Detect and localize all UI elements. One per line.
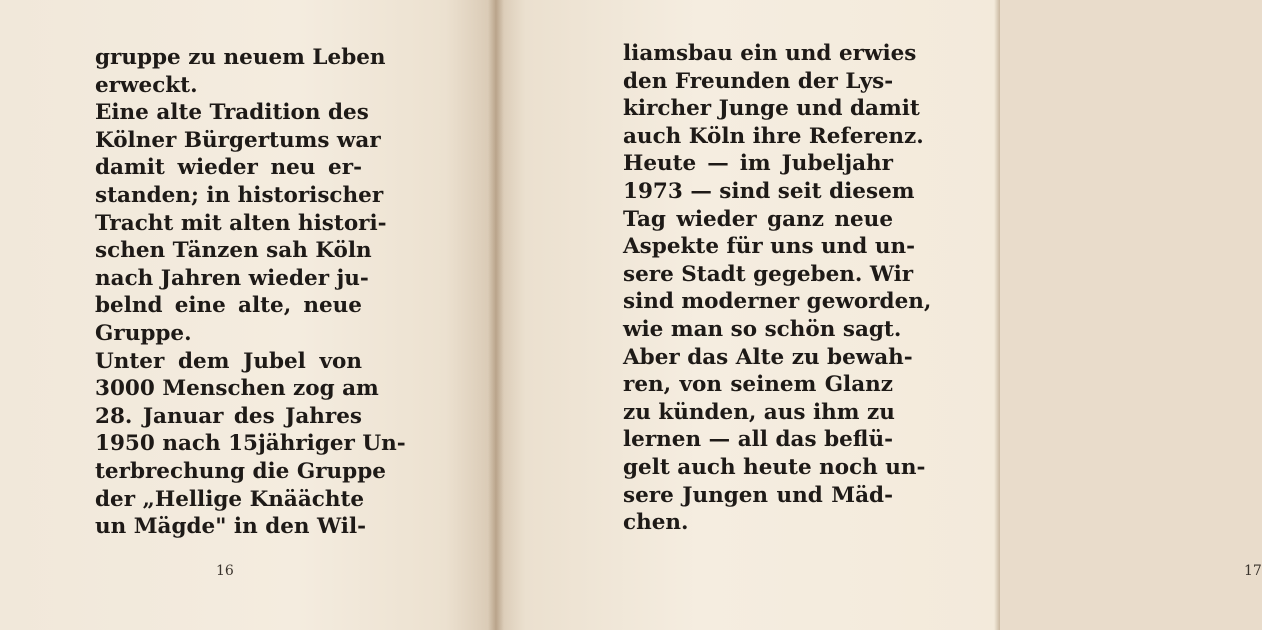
right-line: sind moderner geworden,	[623, 289, 932, 315]
left-line: erweckt.	[95, 72, 198, 98]
left-line: Eine alte Tradition des	[95, 100, 369, 126]
right-line: wie man so schön sagt.	[623, 316, 902, 342]
right-line: sere Stadt gegeben. Wir	[623, 261, 914, 287]
right-line: kircher Junge und damit	[623, 96, 920, 122]
left-line: gruppe zu neuem Leben	[95, 45, 386, 70]
left-line: damit wieder neu er-	[95, 155, 362, 181]
right-line: chen.	[623, 510, 689, 536]
page-number-left: 16	[216, 563, 234, 579]
right-line: zu künden, aus ihm zu	[623, 399, 895, 425]
left-page-text	[95, 44, 406, 541]
right-line: Aspekte für uns und un-	[623, 234, 916, 260]
left-line: belnd eine alte, neue	[95, 293, 362, 319]
right-line: Aber das Alte zu bewah-	[623, 344, 913, 370]
left-line: schen Tänzen sah Köln	[95, 238, 372, 264]
left-line: Kölner Bürgertums war	[95, 127, 381, 153]
page-edge	[994, 0, 1000, 630]
left-page	[0, 0, 495, 630]
right-line: auch Köln ihre Referenz.	[623, 123, 924, 149]
left-line: Unter dem Jubel von	[95, 348, 362, 374]
left-line: Gruppe.	[95, 320, 192, 346]
right-line: gelt auch heute noch un-	[623, 454, 926, 480]
right-page-text	[623, 40, 932, 537]
right-line: 1973 — sind seit diesem	[623, 178, 915, 204]
left-line: un Mägde" in den Wil-	[95, 514, 367, 540]
left-line: 1950 nach 15jähriger Un-	[95, 431, 406, 457]
right-page	[495, 0, 1262, 630]
right-line: lernen — all das beflü-	[623, 427, 893, 453]
left-line: nach Jahren wieder ju-	[95, 265, 369, 291]
right-line: Heute — im Jubeljahr	[623, 151, 893, 177]
right-line: den Freunden der Lys-	[623, 68, 894, 94]
left-line: 3000 Menschen zog am	[95, 376, 379, 402]
left-line: standen; in historischer	[95, 182, 384, 208]
left-line: 28. Januar des Jahres	[95, 403, 362, 429]
left-line: terbrechung die Gruppe	[95, 458, 386, 484]
left-line: der „Hellige Knäächte	[95, 486, 365, 512]
right-line: sere Jungen und Mäd-	[623, 482, 893, 508]
right-line: liamsbau ein und erwies	[623, 41, 917, 66]
left-line: Tracht mit alten histori-	[95, 210, 387, 236]
right-line: ren, von seinem Glanz	[623, 372, 893, 398]
book-gutter	[488, 0, 504, 630]
right-line: Tag wieder ganz neue	[623, 206, 893, 232]
page-number-right: 17	[1244, 563, 1262, 579]
